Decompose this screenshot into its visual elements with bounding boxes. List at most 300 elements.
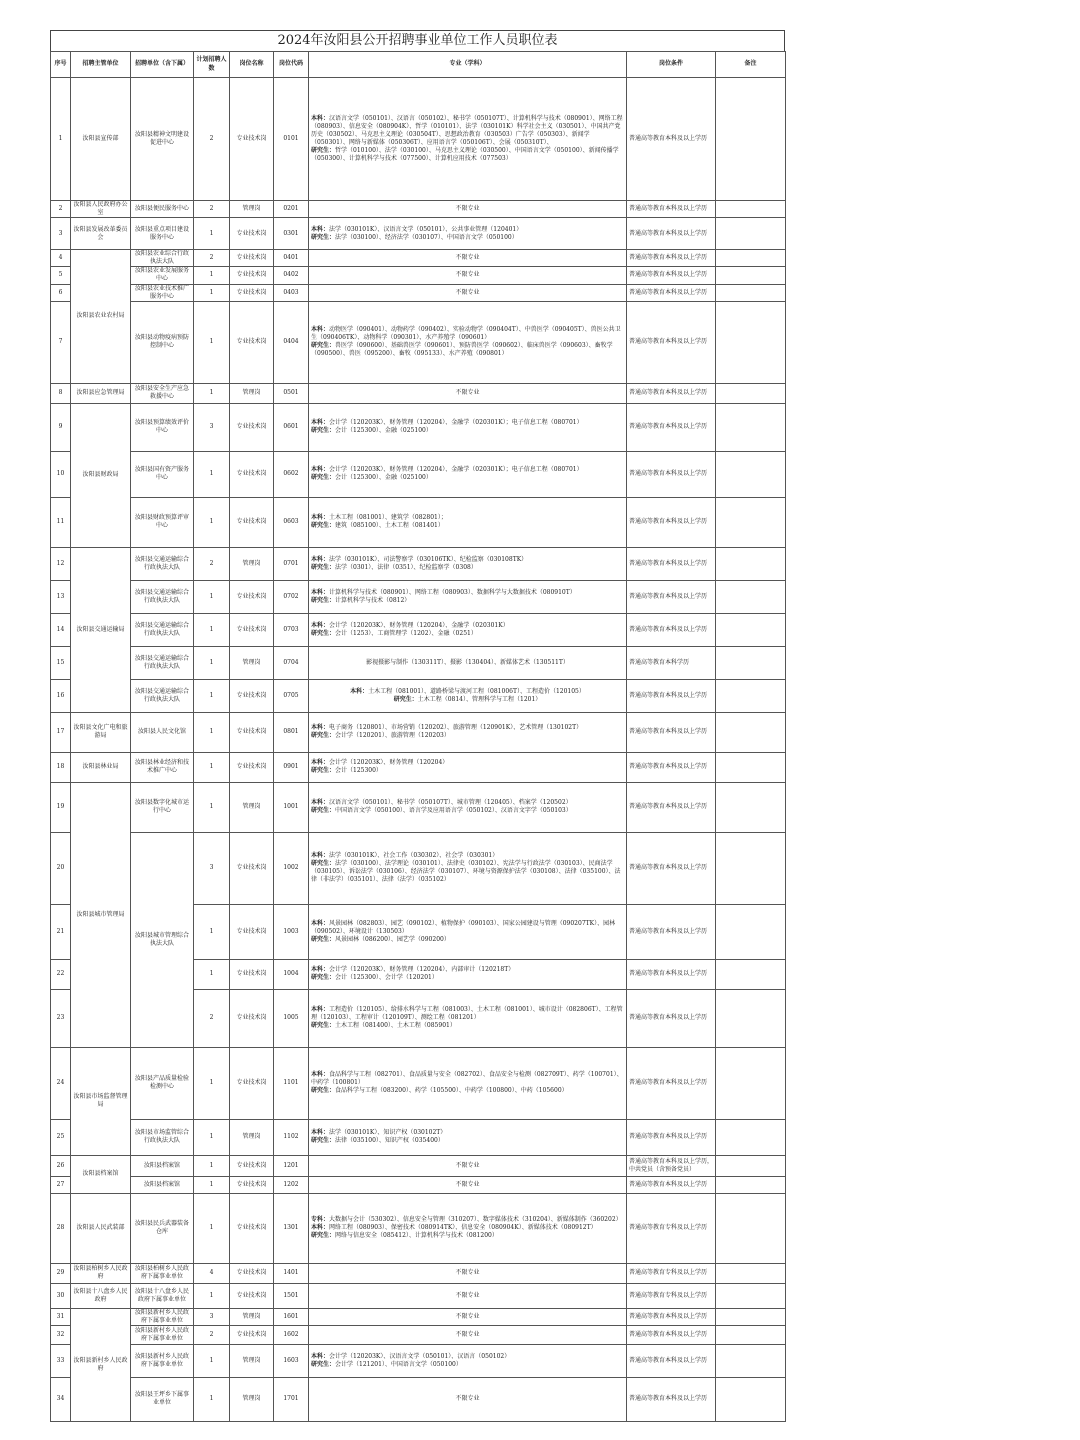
master-line — [311, 147, 624, 163]
note-cell — [716, 497, 786, 547]
bachelor-majors: 法学（030101K）、知识产权（030102T） — [329, 1129, 447, 1137]
master-label: 研究生： — [311, 732, 336, 740]
seq-cell: 3 — [51, 218, 71, 250]
dept-cell: 汝阳县交通运输局 — [71, 547, 131, 712]
dept-cell: 汝阳县人民政府办公室 — [71, 201, 131, 218]
code-cell: 1005 — [274, 989, 309, 1047]
master-majors: 食品科学与工程（083200）、药学（105500）、中药学（100800）、中药（105600） — [335, 1087, 568, 1095]
major-unlimited: 不限专业 — [455, 1330, 480, 1338]
unit-cell: 汝阳县交通运输综合行政执法大队 — [131, 580, 194, 613]
unit-cell: 汝阳县数字化城市运行中心 — [131, 782, 194, 832]
master-label: 研究生： — [311, 1022, 336, 1030]
master-majors: 会计（1253）、工商管理学（1202）、金融（0251） — [335, 629, 477, 637]
note-cell — [716, 403, 786, 451]
condition-cell: 普通高等教育本科及以上学历 — [627, 1047, 716, 1119]
unit-cell: 汝阳县便民服务中心 — [131, 201, 194, 218]
master-majors: 会计学（121201）、中国语言文学（050100） — [335, 1360, 462, 1368]
bachelor-majors: 会计学（120203K）、财务管理（120204）、内部审计（120218T） — [329, 966, 515, 974]
header-major: 专业（学科） — [309, 52, 627, 78]
header-post: 岗位名称 — [230, 52, 274, 78]
master-majors: 会计（125300）、会计学（120201） — [335, 974, 438, 982]
note-cell — [716, 646, 786, 679]
code-cell: 0801 — [274, 712, 309, 752]
major-unlimited: 不限专业 — [455, 288, 480, 296]
post-cell: 管理岗 — [230, 383, 274, 403]
post-cell: 专业技术岗 — [230, 989, 274, 1047]
master-majors: 风景园林（086200）、园艺学（090200） — [335, 935, 450, 943]
count-cell: 2 — [194, 250, 230, 267]
code-cell: 1701 — [274, 1377, 309, 1421]
post-cell: 专业技术岗 — [230, 301, 274, 383]
note-cell — [716, 218, 786, 250]
seq-cell: 14 — [51, 613, 71, 646]
count-cell: 1 — [194, 1283, 230, 1308]
note-cell — [716, 1155, 786, 1176]
note-cell — [716, 383, 786, 403]
note-cell — [716, 301, 786, 383]
count-cell: 3 — [194, 403, 230, 451]
major-cell — [309, 78, 627, 201]
major-cell — [309, 250, 627, 267]
condition-cell: 普通高等教育本科及以上学历 — [627, 679, 716, 712]
major-cell — [309, 959, 627, 989]
post-cell: 管理岗 — [230, 201, 274, 218]
master-label: 研究生： — [311, 974, 336, 982]
unit-cell: 汝阳县安全生产应急救援中心 — [131, 383, 194, 403]
major-cell — [309, 1119, 627, 1155]
count-cell: 3 — [194, 832, 230, 904]
condition-cell: 普通高等教育本科及以上学历 — [627, 959, 716, 989]
major-cell — [309, 301, 627, 383]
note-cell — [716, 989, 786, 1047]
master-line — [311, 342, 624, 358]
note-cell — [716, 267, 786, 284]
seq-cell: 10 — [51, 451, 71, 497]
condition-cell: 普通高等教育专科及以上学历 — [627, 1283, 716, 1308]
count-cell: 1 — [194, 959, 230, 989]
post-cell: 管理岗 — [230, 1377, 274, 1421]
seq-cell: 22 — [51, 959, 71, 989]
unit-cell: 汝阳县重点项目建设服务中心 — [131, 218, 194, 250]
post-cell: 专业技术岗 — [230, 451, 274, 497]
condition-cell: 普通高等教育本科及以上学历 — [627, 1325, 716, 1344]
bachelor-label: 本科： — [311, 555, 330, 563]
condition-cell: 普通高等教育本科学历 — [627, 646, 716, 679]
bachelor-label: 本科： — [311, 419, 330, 427]
major-unlimited: 不限专业 — [455, 205, 480, 213]
master-line — [311, 1137, 624, 1145]
condition-cell: 普通高等教育专科及以上学历 — [627, 1193, 716, 1263]
unit-cell: 汝阳县林业经济和技术推广中心 — [131, 752, 194, 782]
table-row — [51, 284, 786, 301]
table-row — [51, 218, 786, 250]
table-row — [51, 1047, 786, 1119]
major-cell — [309, 679, 627, 712]
table-row — [51, 497, 786, 547]
condition-cell: 普通高等教育本科及以上学历 — [627, 613, 716, 646]
table-row — [51, 1283, 786, 1308]
condition-cell: 普通高等教育本科及以上学历 — [627, 267, 716, 284]
master-line — [311, 427, 624, 435]
condition-cell: 普通高等教育本科及以上学历，中共党员（含预备党员） — [627, 1155, 716, 1176]
count-cell: 2 — [194, 989, 230, 1047]
bachelor-label: 本科： — [311, 114, 330, 122]
major-unlimited: 不限专业 — [455, 1269, 480, 1277]
post-cell: 专业技术岗 — [230, 1325, 274, 1344]
master-line — [311, 564, 624, 572]
junior-label: 专科： — [311, 1216, 330, 1224]
master-majors: 法学（0301）、法律（0351）、纪检监察学（0308） — [335, 563, 477, 571]
note-cell — [716, 284, 786, 301]
post-cell: 专业技术岗 — [230, 1263, 274, 1283]
note-cell — [716, 752, 786, 782]
major-cell — [309, 712, 627, 752]
major-unlimited: 不限专业 — [455, 1180, 480, 1188]
count-cell: 2 — [194, 1325, 230, 1344]
post-cell: 专业技术岗 — [230, 78, 274, 201]
dept-cell: 汝阳县柏树乡人民政府 — [71, 1263, 131, 1283]
header-row — [51, 52, 786, 78]
code-cell: 1004 — [274, 959, 309, 989]
major-cell — [309, 752, 627, 782]
note-cell — [716, 1344, 786, 1377]
table-row — [51, 782, 786, 832]
bachelor-label: 本科： — [311, 466, 330, 474]
count-cell: 2 — [194, 547, 230, 580]
unit-cell: 汝阳县农业综合行政执法大队 — [131, 250, 194, 267]
condition-cell: 普通高等教育本科及以上学历 — [627, 1176, 716, 1193]
header-cond: 岗位条件 — [627, 52, 716, 78]
unit-cell: 汝阳县农业技术推广服务中心 — [131, 284, 194, 301]
code-cell: 0201 — [274, 201, 309, 218]
condition-cell: 普通高等教育本科及以上学历 — [627, 832, 716, 904]
master-label: 研究生： — [311, 233, 336, 241]
bachelor-label: 本科： — [311, 1352, 330, 1360]
major-cell — [309, 1377, 627, 1421]
major-cell — [309, 451, 627, 497]
bachelor-majors: 汉语言文学（050101）、汉语言（050102）、秘书学（050107T）、计算机科学与技术（080901）、网络工程（080903）、信息安全（080904K）、哲学（010101）、法学（030101K）科学社会主义（030501）、中国共产党历史（030502）、马克思主义理论（030504T）、思想政治教育（030503）广告学（050303）、新闻学（050301）、网络与新媒体（050306T）、应用语言学（050106T）、会展（050310T）、 — [311, 114, 623, 146]
positions-table — [50, 51, 786, 1422]
post-cell: 专业技术岗 — [230, 959, 274, 989]
dept-cell: 汝阳县农业农村局 — [71, 250, 131, 384]
unit-cell: 汝阳县产品质量检验检测中心 — [131, 1047, 194, 1119]
table-row — [51, 403, 786, 451]
major-cell — [309, 782, 627, 832]
seq-cell: 12 — [51, 547, 71, 580]
major-cell — [309, 1308, 627, 1325]
major-cell — [309, 1283, 627, 1308]
bachelor-line — [311, 226, 624, 234]
bachelor-label: 本科： — [311, 225, 330, 233]
count-cell: 1 — [194, 752, 230, 782]
table-row — [51, 580, 786, 613]
unit-cell: 汝阳县预算绩效评价中心 — [131, 403, 194, 451]
condition-cell: 普通高等教育本科及以上学历 — [627, 284, 716, 301]
count-cell: 1 — [194, 613, 230, 646]
table-row — [51, 267, 786, 284]
count-cell: 1 — [194, 679, 230, 712]
unit-cell: 汝阳县市场监管综合行政执法大队 — [131, 1119, 194, 1155]
code-cell: 1201 — [274, 1155, 309, 1176]
major-unlimited: 不限专业 — [455, 389, 480, 397]
post-cell: 专业技术岗 — [230, 1047, 274, 1119]
major-cell — [309, 201, 627, 218]
master-label: 研究生： — [311, 935, 336, 943]
major-cell — [309, 284, 627, 301]
unit-cell: 汝阳县农业发展服务中心 — [131, 267, 194, 284]
master-line — [311, 1087, 624, 1095]
count-cell: 1 — [194, 646, 230, 679]
code-cell: 1202 — [274, 1176, 309, 1193]
bachelor-majors: 网络工程（080903）、保密技术（080914TK）、信息安全（080904K）、新媒体技术（080912T） — [329, 1224, 597, 1232]
unit-cell: 汝阳县人民文化馆 — [131, 712, 194, 752]
count-cell: 1 — [194, 1176, 230, 1193]
bachelor-label: 本科： — [311, 1129, 330, 1137]
dept-cell: 汝阳县应急管理局 — [71, 383, 131, 403]
master-line — [311, 974, 624, 982]
note-cell — [716, 832, 786, 904]
unit-cell: 汝阳县交通运输综合行政执法大队 — [131, 646, 194, 679]
bachelor-label: 本科： — [311, 1071, 330, 1079]
code-cell: 1601 — [274, 1308, 309, 1325]
header-dept: 招聘主管单位 — [71, 52, 131, 78]
major-cell — [309, 497, 627, 547]
post-cell: 专业技术岗 — [230, 218, 274, 250]
master-majors: 建筑（085100）、土木工程（081401） — [335, 522, 444, 530]
condition-cell: 普通高等教育本科及以上学历 — [627, 1377, 716, 1421]
code-cell: 1101 — [274, 1047, 309, 1119]
seq-cell: 34 — [51, 1377, 71, 1421]
bachelor-majors: 食品科学与工程（082701）、食品质量与安全（082702）、食品安全与检测（082709T）、药学（100701）、中药学（100801） — [311, 1071, 623, 1087]
post-cell: 专业技术岗 — [230, 1155, 274, 1176]
major-cell — [309, 1344, 627, 1377]
condition-cell: 普通高等教育本科及以上学历 — [627, 497, 716, 547]
master-line — [311, 860, 624, 884]
bachelor-majors: 会计学（120203K）、财务管理（120204） — [329, 759, 449, 767]
master-line — [311, 1022, 624, 1030]
unit-cell: 汝阳县柏树乡人民政府下属事业单位 — [131, 1263, 194, 1283]
table-row — [51, 1155, 786, 1176]
dept-cell: 汝阳县档案馆 — [71, 1155, 131, 1193]
master-line — [311, 807, 624, 815]
master-label: 研究生： — [311, 596, 336, 604]
bachelor-line — [311, 920, 624, 936]
note-cell — [716, 1325, 786, 1344]
note-cell — [716, 959, 786, 989]
post-cell: 专业技术岗 — [230, 250, 274, 267]
post-cell: 管理岗 — [230, 547, 274, 580]
condition-cell: 普通高等教育本科及以上学历 — [627, 989, 716, 1047]
major-cell — [309, 580, 627, 613]
table-row — [51, 201, 786, 218]
unit-cell: 汝阳县档案馆 — [131, 1176, 194, 1193]
post-cell: 专业技术岗 — [230, 832, 274, 904]
post-cell: 专业技术岗 — [230, 752, 274, 782]
major-unlimited: 不限专业 — [455, 1312, 480, 1320]
bachelor-majors: 土木工程（081001）、道路桥梁与渡河工程（081006T）、工程造价（120105） — [368, 687, 585, 695]
post-cell: 管理岗 — [230, 1308, 274, 1325]
unit-cell: 汝阳县交通运输综合行政执法大队 — [131, 679, 194, 712]
seq-cell: 19 — [51, 782, 71, 832]
count-cell: 1 — [194, 218, 230, 250]
junior-line — [311, 1216, 624, 1224]
condition-cell: 普通高等教育本科及以上学历 — [627, 547, 716, 580]
note-cell — [716, 782, 786, 832]
unit-cell: 汝阳县交通运输综合行政执法大队 — [131, 613, 194, 646]
code-cell: 0101 — [274, 78, 309, 201]
seq-cell: 32 — [51, 1325, 71, 1344]
master-label: 研究生： — [311, 860, 336, 868]
post-cell: 专业技术岗 — [230, 1176, 274, 1193]
seq-cell: 21 — [51, 904, 71, 959]
bachelor-line — [311, 115, 624, 147]
condition-cell: 普通高等教育本科及以上学历 — [627, 250, 716, 267]
master-label: 研究生： — [393, 695, 418, 703]
table-row — [51, 250, 786, 267]
code-cell: 0501 — [274, 383, 309, 403]
count-cell: 1 — [194, 284, 230, 301]
bachelor-majors: 会计学（120203K）、汉语言文学（050101）、汉语言（050102） — [329, 1352, 511, 1360]
table-row — [51, 832, 786, 904]
unit-cell: 汝阳县财政预算评审中心 — [131, 497, 194, 547]
header-count: 计划招聘人数 — [194, 52, 230, 78]
major-cell — [309, 1263, 627, 1283]
major-unlimited: 不限专业 — [455, 254, 480, 262]
condition-cell: 普通高等教育本科及以上学历 — [627, 580, 716, 613]
post-cell: 专业技术岗 — [230, 712, 274, 752]
count-cell: 1 — [194, 1155, 230, 1176]
code-cell: 0601 — [274, 403, 309, 451]
master-majors: 法律（035100）、知识产权（035400） — [335, 1137, 444, 1145]
master-majors: 土木工程（081400）、土木工程（085901） — [335, 1022, 456, 1030]
seq-cell: 20 — [51, 832, 71, 904]
bachelor-label: 本科： — [311, 588, 330, 596]
master-label: 研究生： — [311, 629, 336, 637]
major-cell — [309, 613, 627, 646]
dept-cell: 汝阳县宣传部 — [71, 78, 131, 201]
table-row — [51, 1193, 786, 1263]
table-row — [51, 78, 786, 201]
bachelor-line — [311, 688, 624, 696]
condition-cell: 普通高等教育本科及以上学历 — [627, 1308, 716, 1325]
bachelor-majors: 土木工程（081001）、建筑学（082801）； — [329, 514, 447, 522]
seq-cell: 28 — [51, 1193, 71, 1263]
dept-cell: 汝阳县财政局 — [71, 403, 131, 547]
condition-cell: 普通高等教育本科及以上学历 — [627, 301, 716, 383]
major-cell — [309, 1325, 627, 1344]
master-label: 研究生： — [311, 1360, 336, 1368]
condition-cell: 普通高等教育本科及以上学历 — [627, 712, 716, 752]
master-label: 研究生： — [311, 342, 336, 350]
code-cell: 0301 — [274, 218, 309, 250]
dept-cell: 汝阳县十八盘乡人民政府 — [71, 1283, 131, 1308]
bachelor-label: 本科： — [311, 514, 330, 522]
master-line — [311, 732, 624, 740]
note-cell — [716, 1263, 786, 1283]
code-cell: 0901 — [274, 752, 309, 782]
major-cell — [309, 989, 627, 1047]
table-body — [51, 78, 786, 1422]
junior-majors: 大数据与会计（530302）、信息安全与管理（310207）、数字媒体技术（310204）、新媒体制作（360202） — [329, 1216, 622, 1224]
seq-cell: 33 — [51, 1344, 71, 1377]
bachelor-majors: 工程造价（120105）、给排水科学与工程（081003）、土木工程（081001）、城市设计（082806T）、工程管理（120103）、工程审计（120109T）、测绘工程（081201） — [311, 1006, 623, 1022]
master-majors: 土木工程（0814）、管理科学与工程（1201） — [417, 695, 542, 703]
note-cell — [716, 1176, 786, 1193]
seq-cell: 17 — [51, 712, 71, 752]
master-line — [311, 234, 624, 242]
post-cell: 专业技术岗 — [230, 267, 274, 284]
major-cell — [309, 383, 627, 403]
post-cell: 管理岗 — [230, 782, 274, 832]
bachelor-majors: 动物医学（090401）、动物药学（090402）、实验动物学（090404T）、中兽医学（090405T）、兽医公共卫生（090406TK）、动物科学（090301）、水产养殖学（090601） — [311, 326, 621, 342]
seq-cell: 4 — [51, 250, 71, 267]
seq-cell: 29 — [51, 1263, 71, 1283]
code-cell: 0701 — [274, 547, 309, 580]
master-line — [311, 522, 624, 530]
unit-cell: 汝阳县新村乡人民政府下属事业单位 — [131, 1308, 194, 1325]
seq-cell: 16 — [51, 679, 71, 712]
header-unit: 招聘单位（含下属） — [131, 52, 194, 78]
post-cell: 专业技术岗 — [230, 580, 274, 613]
bachelor-majors: 风景园林（082803）、园艺（090102）、植物保护（090103）、国家公园建设与管理（090207TK）、园林（090502）、环境设计（130503） — [311, 919, 616, 935]
bachelor-label: 本科： — [311, 919, 330, 927]
condition-cell: 普通高等教育本科及以上学历 — [627, 1344, 716, 1377]
bachelor-label: 本科： — [350, 687, 369, 695]
master-line — [311, 936, 624, 944]
count-cell: 1 — [194, 383, 230, 403]
master-majors: 会计（125300）、金融（025100） — [335, 427, 432, 435]
master-majors: 兽医学（090600）、基础兽医学（090601）、预防兽医学（090602）、临床兽医学（090603）、畜牧学（090500）、兽医（095200）、畜牧（095133）、水产养殖（090801） — [311, 342, 613, 358]
unit-cell: 汝阳县城市管理综合执法大队 — [131, 832, 194, 1047]
bachelor-majors: 计算机科学与技术（080901）、网络工程（080903）、数据科学与大数据技术（080910T） — [329, 588, 576, 596]
note-cell — [716, 613, 786, 646]
table-row — [51, 383, 786, 403]
count-cell: 1 — [194, 497, 230, 547]
note-cell — [716, 1283, 786, 1308]
seq-cell: 7 — [51, 301, 71, 383]
header-seq: 序号 — [51, 52, 71, 78]
major-cell — [309, 218, 627, 250]
code-cell: 0704 — [274, 646, 309, 679]
code-cell: 0705 — [274, 679, 309, 712]
master-majors: 会计学（120201）、旅游管理（120203） — [335, 732, 450, 740]
seq-cell: 1 — [51, 78, 71, 201]
condition-cell: 普通高等教育本科及以上学历 — [627, 78, 716, 201]
note-cell — [716, 1193, 786, 1263]
seq-cell: 26 — [51, 1155, 71, 1176]
seq-cell: 18 — [51, 752, 71, 782]
sheet-title: 2024年汝阳县公开招聘事业单位工作人员职位表 — [50, 30, 785, 51]
major-text: 影视摄影与制作（130311T）、摄影（130404）、新媒体艺术（130511T） — [366, 658, 569, 666]
bachelor-line — [311, 1071, 624, 1087]
post-cell: 专业技术岗 — [230, 1193, 274, 1263]
code-cell: 1602 — [274, 1325, 309, 1344]
code-cell: 1501 — [274, 1283, 309, 1308]
bachelor-majors: 法学（030101K）、司法警察学（030106TK）、纪检监察（030108TK） — [329, 555, 528, 563]
bachelor-label: 本科： — [311, 759, 330, 767]
major-cell — [309, 1193, 627, 1263]
table-row — [51, 547, 786, 580]
seq-cell: 13 — [51, 580, 71, 613]
master-label: 研究生： — [311, 147, 336, 155]
condition-cell: 普通高等教育本科及以上学历 — [627, 782, 716, 832]
table-row — [51, 1176, 786, 1193]
bachelor-line — [311, 556, 624, 564]
bachelor-label: 本科： — [311, 799, 330, 807]
code-cell: 1603 — [274, 1344, 309, 1377]
code-cell: 1001 — [274, 782, 309, 832]
code-cell: 1003 — [274, 904, 309, 959]
